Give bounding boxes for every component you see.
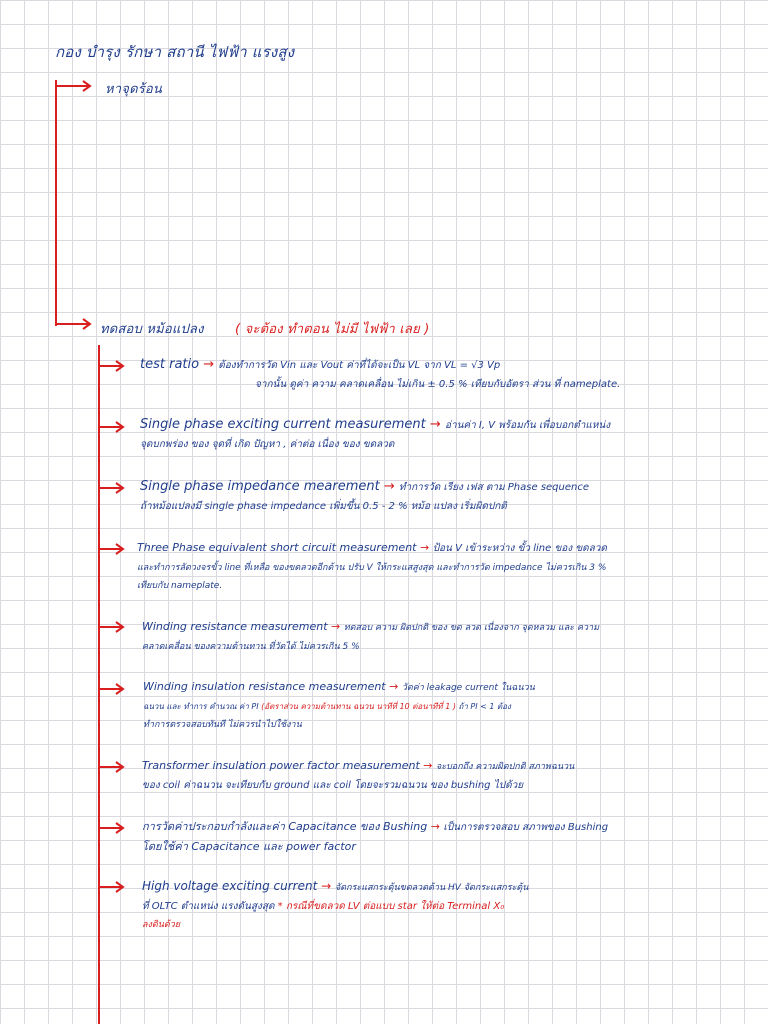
item-title: High voltage exciting current bbox=[142, 879, 318, 893]
item-desc-line2: จากนั้น ดูค่า ความ คลาดเคลื่อน ไม่เกิน ± 0.5 % เทียบกับอัตรา ส่วน ที่ nameplate. bbox=[255, 379, 621, 390]
item-single-phase-exciting bbox=[140, 415, 760, 454]
item-title: Three Phase equivalent short circuit measurement bbox=[137, 541, 417, 554]
item-desc-line2a: ฉนวน และ ทำการ คำนวณ ค่า PI bbox=[143, 702, 259, 711]
arrow-right-icon bbox=[100, 683, 126, 695]
item-title: การวัดค่าประกอบกำลังและค่า Capacitance ของ Bushing bbox=[142, 820, 428, 833]
item-desc-line1: จะบอกถึง ความผิดปกติ สภาพฉนวน bbox=[435, 762, 575, 772]
item-desc-line2a: ที่ OLTC ตำแหน่ง แรงดันสูงสุด bbox=[142, 901, 275, 912]
item-desc-line2: คลาดเคลื่อน ของความต้านทาน ที่วัดได้ ไม่ควรเกิน 5 % bbox=[142, 642, 360, 652]
item-desc-line2: ถ้าหม้อแปลงมี single phase impedance เพิ่มขึ้น 0.5 - 2 % หม้อ แปลง เริ่มผิดปกติ bbox=[140, 501, 507, 512]
section-transformer-test: ทดสอบ หม้อแปลง bbox=[100, 322, 204, 337]
arrow-right-icon: → bbox=[389, 680, 399, 693]
arrow-right-icon bbox=[100, 822, 126, 834]
item-desc-line1: อ่านค่า I, V พร้อมกัน เพื่อบอกตำแหน่ง bbox=[444, 420, 611, 431]
item-title: Transformer insulation power factor measurement bbox=[142, 759, 420, 772]
item-desc-line3: ทำการตรวจสอบทันที ไม่ควรนำไปใช้งาน bbox=[143, 720, 302, 730]
item-hv-exciting-current bbox=[142, 876, 762, 934]
arrow-right-icon bbox=[100, 761, 126, 773]
item-desc-line3: ลงดินด้วย bbox=[142, 920, 181, 930]
arrow-right-icon bbox=[100, 482, 126, 494]
arrow-right-icon bbox=[57, 80, 93, 92]
item-single-phase-impedance bbox=[140, 477, 760, 516]
arrow-right-icon bbox=[100, 543, 126, 555]
arrow-right-icon: → bbox=[419, 541, 430, 554]
item-test-ratio bbox=[140, 355, 760, 394]
arrow-right-icon: → bbox=[321, 879, 332, 893]
arrow-right-icon bbox=[57, 318, 93, 330]
item-desc-line1: จัดกระแสกระตุ้นขดลวดด้าน HV จัดกระแสกระตุ้น bbox=[335, 883, 529, 893]
page-title: กอง บำรุง รักษา สถานี ไฟฟ้า แรงสูง bbox=[55, 43, 295, 61]
arrow-right-icon bbox=[100, 621, 126, 633]
item-desc-line2b: (อัตราส่วน ความต้านทาน ฉนวน นาทีที่ 10 ต่อนาทีที่ 1 ) bbox=[261, 702, 456, 711]
item-three-phase-short-circuit bbox=[137, 538, 757, 595]
item-desc-line1: เป็นการตรวจสอบ สภาพของ Bushing bbox=[443, 822, 609, 833]
item-winding-insulation bbox=[143, 677, 763, 734]
item-desc-line1: ทำการวัด เรียง เฟส ตาม Phase sequence bbox=[398, 482, 590, 493]
item-desc-line1: ต้องทำการวัด Vin และ Vout ค่าที่ได้จะเป็น VL จาก VL = √3 Vp bbox=[218, 360, 501, 371]
item-desc-line2: และทำการลัดวงจรขั้ว line ที่เหลือ ของขดลวดอีกด้าน ปรับ V ให้กระแสสูงสุด และทำการวัด impedance ไม่ควรเกิน 3 % bbox=[137, 563, 607, 573]
item-title: Single phase impedance mearement bbox=[140, 479, 380, 494]
item-desc-line1: วัดค่า leakage current ในฉนวน bbox=[401, 683, 535, 693]
arrow-right-icon: → bbox=[430, 820, 440, 833]
item-desc-line3: เทียบกับ nameplate. bbox=[137, 581, 223, 591]
main-bracket-line bbox=[55, 80, 57, 326]
item-bushing-capacitance bbox=[142, 817, 762, 856]
section-transformer-note: ( จะต้อง ทำตอน ไม่มี ไฟฟ้า เลย ) bbox=[235, 322, 430, 337]
arrow-right-icon bbox=[100, 881, 126, 893]
item-title: Winding resistance measurement bbox=[142, 620, 328, 633]
arrow-right-icon: → bbox=[383, 479, 395, 494]
item-desc-line2: ของ coil ค่าฉนวน จะเทียบกับ ground และ coil โดยจะรวมฉนวน ของ bushing ไปด้วย bbox=[142, 780, 524, 791]
arrow-right-icon: → bbox=[331, 620, 341, 633]
item-title: Winding insulation resistance measurement bbox=[143, 680, 386, 693]
item-desc-line2: จุดบกพร่อง ของ จุดที่ เกิด ปัญหา , ค่าต่อ เนื่อง ของ ขดลวด bbox=[140, 439, 395, 450]
arrow-right-icon: → bbox=[429, 417, 441, 432]
arrow-right-icon: → bbox=[203, 357, 215, 372]
item-desc-line2: โดยใช้ค่า Capacitance และ power factor bbox=[142, 840, 356, 853]
item-desc-line2c: ถ้า PI < 1 ต้อง bbox=[458, 702, 511, 711]
section-hot-spot: หาจุดร้อน bbox=[105, 82, 163, 97]
arrow-right-icon: → bbox=[423, 759, 433, 772]
item-winding-resistance bbox=[142, 617, 762, 656]
item-desc-line1: ทดสอบ ความ ผิดปกติ ของ ขด ลวด เนื่องจาก จุดหลวม และ ความ bbox=[343, 623, 600, 633]
item-transformer-insulation-pf bbox=[142, 756, 762, 795]
arrow-right-icon bbox=[100, 421, 126, 433]
item-desc-line1: ป้อน V เข้าระหว่าง ขั้ว line ของ ขดลวด bbox=[432, 543, 607, 554]
arrow-right-icon bbox=[100, 360, 126, 372]
item-title: test ratio bbox=[140, 357, 200, 372]
item-desc-line2b: * กรณีที่ขดลวด LV ต่อแบบ star ให้ต่อ Terminal X₀ bbox=[277, 901, 505, 912]
item-title: Single phase exciting current measurement bbox=[140, 417, 426, 432]
